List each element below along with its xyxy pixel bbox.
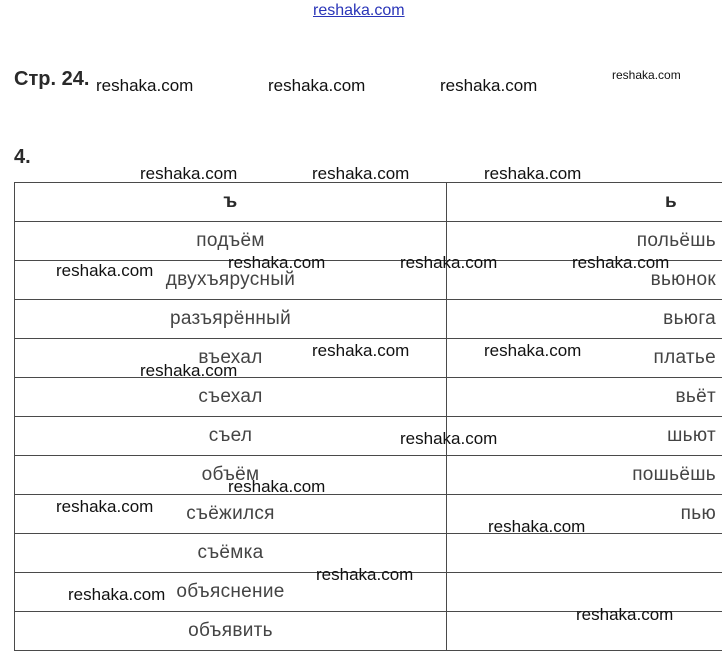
watermark-text: reshaka.com: [56, 497, 154, 516]
watermark-text: reshaka.com: [576, 605, 674, 624]
watermark-text: reshaka.com: [316, 565, 414, 584]
watermark-text: reshaka.com: [400, 253, 498, 272]
watermark-text: reshaka.com: [268, 76, 366, 95]
soft-sign-word: вьёт: [447, 378, 722, 417]
table-row: [15, 300, 722, 339]
watermark-text: reshaka.com: [228, 253, 326, 272]
watermark-text: reshaka.com: [228, 477, 326, 496]
page-reference: Стр. 24.: [14, 68, 90, 90]
watermark-text: reshaka.com: [140, 361, 238, 380]
hard-sign-word: съёмка: [15, 534, 447, 573]
watermark-text: reshaka.com: [612, 68, 681, 82]
header-soft-sign: ь: [447, 183, 722, 222]
watermark-text: reshaka.com: [572, 253, 670, 272]
hard-sign-word: объяснение: [15, 573, 447, 612]
soft-sign-word: [447, 534, 722, 573]
header-hard-sign: ъ: [15, 183, 447, 222]
watermark-text: reshaka.com: [68, 585, 166, 604]
hard-sign-word: объём: [15, 456, 447, 495]
site-link[interactable]: reshaka.com: [313, 2, 405, 19]
hard-sign-word: объявить: [15, 612, 447, 651]
hard-sign-word: въехал: [15, 339, 447, 378]
soft-sign-word: пошьёшь: [447, 456, 722, 495]
hard-sign-word: съехал: [15, 378, 447, 417]
watermark-text: reshaka.com: [56, 261, 154, 280]
soft-sign-word: польёшь: [447, 222, 722, 261]
task-number: 4.: [14, 146, 31, 168]
watermark-text: reshaka.com: [484, 164, 582, 183]
soft-sign-word: вьюнок: [447, 261, 722, 300]
watermark-text: reshaka.com: [140, 164, 238, 183]
table-row: [15, 456, 722, 495]
hard-sign-word: съел: [15, 417, 447, 456]
watermark-text: reshaka.com: [488, 517, 586, 536]
watermark-text: reshaka.com: [96, 76, 194, 95]
hard-sign-word: двухъярусный: [15, 261, 447, 300]
watermark-text: reshaka.com: [440, 76, 538, 95]
hard-sign-word: съёжился: [15, 495, 447, 534]
table-row: [15, 417, 722, 456]
soft-sign-word: платье: [447, 339, 722, 378]
table-row: [15, 378, 722, 417]
watermark-text: reshaka.com: [312, 164, 410, 183]
soft-sign-word: вьюга: [447, 300, 722, 339]
table-header-row: [15, 183, 722, 222]
soft-sign-word: пью: [447, 495, 722, 534]
soft-sign-word: шьют: [447, 417, 722, 456]
watermark-text: reshaka.com: [312, 341, 410, 360]
hard-sign-word: разъярённый: [15, 300, 447, 339]
hard-sign-word: подъём: [15, 222, 447, 261]
watermark-text: reshaka.com: [484, 341, 582, 360]
watermark-text: reshaka.com: [400, 429, 498, 448]
